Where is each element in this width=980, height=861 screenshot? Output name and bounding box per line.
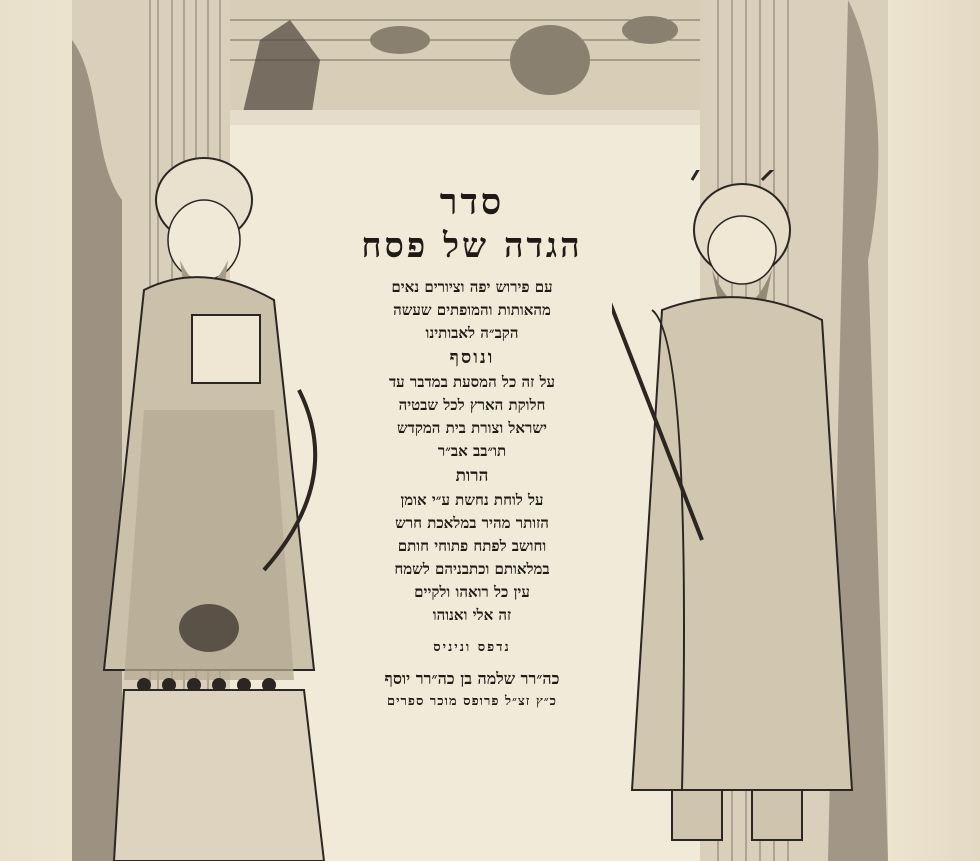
subtitle-line: מהאותות והמופתים שעשה	[393, 301, 551, 319]
charut-heading: הרות	[455, 466, 489, 486]
subtitle-line: הקב״ה לאבותינו	[425, 324, 519, 342]
charut-line: על לוחת נחשת ע״י אומן	[400, 491, 544, 509]
left-page-margin	[0, 0, 72, 861]
right-page-margin	[888, 0, 980, 861]
addition-line: ישראל וצורת בית המקדש	[397, 419, 547, 437]
addition-line: תו״בב אב״ר	[437, 442, 507, 460]
addition-line: על זה כל המסעת במדבר עד	[388, 373, 556, 391]
title-line-1: סדר	[439, 181, 505, 223]
title-line-2: הגדה של פסח	[361, 226, 583, 266]
addition-heading: ונוסף	[449, 347, 495, 368]
charut-line: במלאותם וכתבניהם לשמח	[394, 560, 550, 578]
subtitle-line: עם פירוש יפה וציורים נאים	[391, 278, 553, 296]
charut-line: זה אלי ואנוהו	[432, 606, 512, 624]
pastoral-scene-illustration	[230, 0, 700, 125]
moses-figure-illustration	[612, 170, 862, 861]
charut-line: וחושב לפתח פתוחי חותם	[397, 537, 547, 555]
title-text-block	[302, 180, 642, 713]
printer-line: כ״ץ זצ״ל פרופס מוכר ספרים	[386, 694, 558, 709]
title-page-engraving	[72, 0, 888, 861]
addition-line: חלוקת הארץ לכל שבטיה	[398, 396, 546, 414]
printer-line: כה״רר שלמה בן כה״רר יוסף	[384, 669, 560, 688]
charut-line: הזותר מהיר במלאכת חרש	[395, 514, 549, 532]
charut-line: עין כל רואהו ולקיים	[414, 583, 530, 601]
printed-at-line: נדפס וניניס	[433, 640, 511, 655]
